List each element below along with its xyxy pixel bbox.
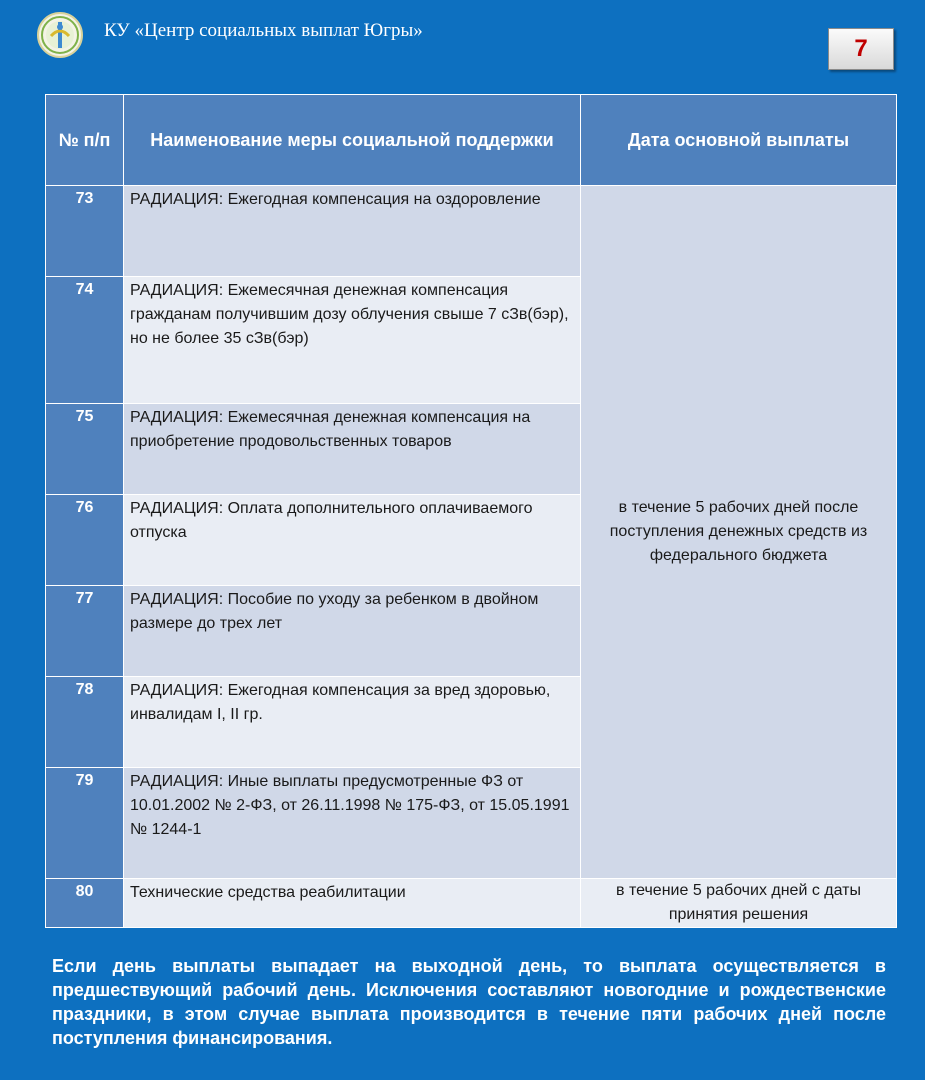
row-measure-name: РАДИАЦИЯ: Ежемесячная денежная компенсация гражданам получившим дозу облучения свыше 7 сЗв(бэр), но не более 35 сЗв(бэр): [124, 277, 581, 404]
row-measure-name: РАДИАЦИЯ: Ежемесячная денежная компенсация на приобретение продовольственных товаров: [124, 404, 581, 495]
row-number: 80: [46, 879, 124, 928]
row-number: 73: [46, 186, 124, 277]
footer-note: Если день выплаты выпадает на выходной день, то выплата осуществляется в предшествующий рабочий день. Исключения составляют новогодние и рождественские праздники, в этом случае выплата производится в течение пяти рабочих дней после поступления финансирования.: [52, 956, 886, 1048]
row-number: 76: [46, 495, 124, 586]
header-measure-name: Наименование меры социальной поддержки: [124, 95, 581, 186]
header-payment-date: Дата основной выплаты: [581, 95, 897, 186]
row-number: 74: [46, 277, 124, 404]
row-measure-name: РАДИАЦИЯ: Ежегодная компенсация за вред здоровью, инвалидам I, II гр.: [124, 677, 581, 768]
payments-table: [45, 94, 897, 928]
merged-payment-date: в течение 5 рабочих дней после поступления денежных средств из федерального бюджета: [581, 186, 897, 879]
organization-logo: [37, 12, 83, 58]
page-number-badge: 7: [828, 28, 894, 70]
table-row: [46, 879, 897, 928]
row-measure-name: Технические средства реабилитации: [124, 879, 581, 928]
row-measure-name: РАДИАЦИЯ: Ежегодная компенсация на оздоровление: [124, 186, 581, 277]
table-row: [46, 186, 897, 277]
row-number: 79: [46, 768, 124, 879]
organization-title: КУ «Центр социальных выплат Югры»: [104, 20, 423, 41]
row-measure-name: РАДИАЦИЯ: Иные выплаты предусмотренные ФЗ от 10.01.2002 № 2-ФЗ, от 26.11.1998 № 175-ФЗ, от 15.05.1991 № 1244-1: [124, 768, 581, 879]
row-number: 78: [46, 677, 124, 768]
table-header-row: [46, 95, 897, 186]
row-payment-date: в течение 5 рабочих дней с даты принятия решения: [581, 879, 897, 928]
row-number: 75: [46, 404, 124, 495]
row-measure-name: РАДИАЦИЯ: Пособие по уходу за ребенком в двойном размере до трех лет: [124, 586, 581, 677]
header-number: № п/п: [46, 95, 124, 186]
row-number: 77: [46, 586, 124, 677]
row-measure-name: РАДИАЦИЯ: Оплата дополнительного оплачиваемого отпуска: [124, 495, 581, 586]
